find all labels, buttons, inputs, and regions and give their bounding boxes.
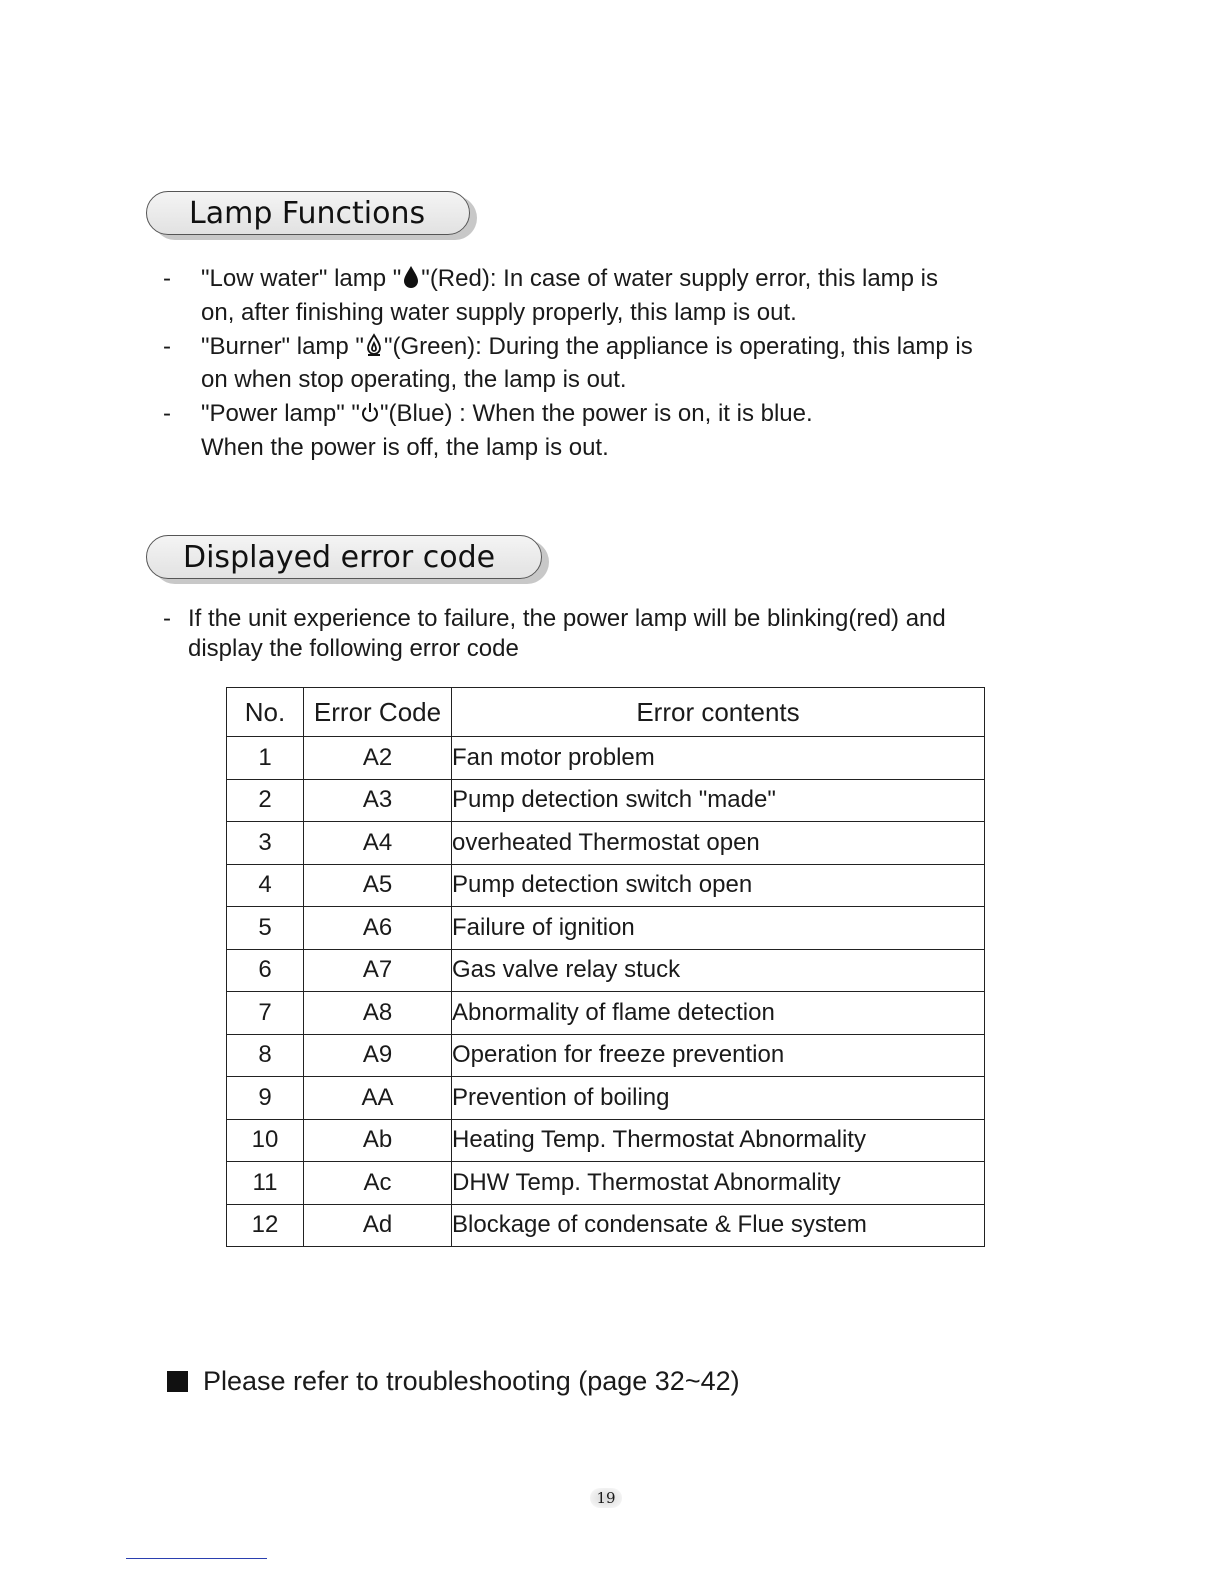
header-no: No. [227, 688, 304, 737]
cell-error-code: A4 [304, 822, 452, 865]
cell-error-contents: Prevention of boiling [452, 1077, 985, 1120]
section-title-displayed-error-code [146, 535, 542, 579]
cell-no: 3 [227, 822, 304, 865]
error-intro [163, 604, 1063, 664]
list-item-power [163, 397, 1063, 465]
section-title-lamp-functions [146, 191, 470, 235]
table-row [227, 1077, 985, 1120]
cell-error-contents: Gas valve relay stuck [452, 949, 985, 992]
table-row [227, 864, 985, 907]
lamp-description-cont: When the power is off, the lamp is out. [201, 433, 609, 461]
cell-error-code: A9 [304, 1034, 452, 1077]
cell-no: 7 [227, 992, 304, 1035]
cell-error-code: A2 [304, 737, 452, 780]
header-error-code: Error Code [304, 688, 452, 737]
intro-text-line1: If the unit experience to failure, the power lamp will be blinking(red) and [188, 605, 946, 632]
cell-no: 12 [227, 1204, 304, 1247]
footer-rule [126, 1558, 267, 1559]
cell-error-contents: overheated Thermostat open [452, 822, 985, 865]
cell-error-code: A6 [304, 907, 452, 950]
lamp-description: "(Green): During the appliance is operating, this lamp is [383, 332, 973, 360]
cell-error-contents: Pump detection switch open [452, 864, 985, 907]
bullet-dash: - [163, 265, 171, 292]
cell-no: 8 [227, 1034, 304, 1077]
troubleshooting-note [167, 1366, 740, 1397]
list-item-burner [163, 330, 1063, 398]
cell-error-contents: DHW Temp. Thermostat Abnormality [452, 1162, 985, 1205]
cell-no: 11 [227, 1162, 304, 1205]
lamp-name: "Low water" lamp " [201, 265, 402, 292]
cell-no: 5 [227, 907, 304, 950]
table-row [227, 1034, 985, 1077]
bullet-dash: - [163, 400, 171, 428]
cell-error-contents: Operation for freeze prevention [452, 1034, 985, 1077]
table-row [227, 992, 985, 1035]
section-title-text: Lamp Functions [189, 195, 426, 231]
flame-icon [364, 333, 384, 357]
lamp-functions-list [163, 262, 1063, 465]
error-code-table [226, 687, 985, 1247]
cell-error-contents: Pump detection switch "made" [452, 779, 985, 822]
cell-error-code: A7 [304, 949, 452, 992]
lamp-description: "(Red): In case of water supply error, this lamp is [421, 265, 939, 292]
cell-error-contents: Abnormality of flame detection [452, 992, 985, 1035]
bullet-dash: - [163, 605, 171, 632]
lamp-name: "Power lamp" " [201, 400, 360, 428]
cell-error-code: A8 [304, 992, 452, 1035]
cell-error-code: Ad [304, 1204, 452, 1247]
cell-no: 2 [227, 779, 304, 822]
table-row [227, 779, 985, 822]
table-row [227, 822, 985, 865]
cell-error-contents: Fan motor problem [452, 737, 985, 780]
cell-no: 9 [227, 1077, 304, 1120]
lamp-description-cont: on when stop operating, the lamp is out. [201, 366, 627, 394]
table-row [227, 907, 985, 950]
water-drop-icon [401, 265, 421, 289]
cell-error-code: A3 [304, 779, 452, 822]
cell-no: 10 [227, 1119, 304, 1162]
cell-no: 1 [227, 737, 304, 780]
cell-no: 6 [227, 949, 304, 992]
lamp-description: "(Blue) : When the power is on, it is blue. [379, 400, 813, 428]
square-bullet-icon [167, 1371, 188, 1392]
power-icon [360, 400, 380, 424]
cell-error-contents: Blockage of condensate & Flue system [452, 1204, 985, 1247]
lamp-description-cont: on, after finishing water supply properly, this lamp is out. [201, 298, 797, 326]
table-row [227, 1162, 985, 1205]
page-number: 19 [590, 1488, 622, 1508]
table-row [227, 949, 985, 992]
cell-error-code: A5 [304, 864, 452, 907]
table-row [227, 1204, 985, 1247]
cell-error-contents: Failure of ignition [452, 907, 985, 950]
table-row [227, 1119, 985, 1162]
cell-error-code: AA [304, 1077, 452, 1120]
cell-error-code: Ac [304, 1162, 452, 1205]
section-title-text: Displayed error code [183, 539, 496, 575]
table-row [227, 737, 985, 780]
bullet-dash: - [163, 332, 171, 360]
table-header-row [227, 688, 985, 737]
cell-no: 4 [227, 864, 304, 907]
lamp-name: "Burner" lamp " [201, 332, 364, 360]
intro-text-line2: display the following error code [188, 635, 519, 662]
list-item-low-water [163, 262, 1063, 330]
header-error-contents: Error contents [452, 688, 985, 737]
cell-error-code: Ab [304, 1119, 452, 1162]
note-text: Please refer to troubleshooting (page 32~42) [203, 1366, 740, 1396]
cell-error-contents: Heating Temp. Thermostat Abnormality [452, 1119, 985, 1162]
